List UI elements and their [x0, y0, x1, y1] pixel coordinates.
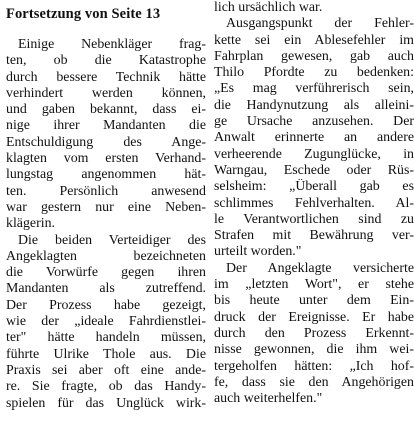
- text-line: le Verantwortlichen sind zu: [214, 211, 414, 227]
- text-line: die Handynutzung als alleini-: [214, 97, 414, 113]
- text-line: Ausgangspunkt der Fehler-: [226, 16, 414, 32]
- text-line: ten, ob die Katastrophe: [6, 53, 206, 69]
- text-line: bis heute unter dem Ein-: [214, 293, 414, 309]
- text-line: Fahrplan gewesen, gab auch: [214, 48, 414, 64]
- text-line: war gestern nur eine Neben-: [6, 199, 206, 215]
- text-line: urteilt worden.": [214, 244, 302, 260]
- text-line: „Es mag verführerisch sein,: [214, 81, 414, 97]
- text-line: Einige Nebenkläger frag-: [18, 37, 206, 52]
- text-line: und gaben bekannt, dass ei-: [6, 102, 206, 118]
- text-line: Strafen mit Bewährung ver-: [214, 228, 414, 244]
- text-line: führte Ulrike Thole aus. Die: [6, 346, 206, 362]
- text-line: klägerin.: [6, 216, 55, 232]
- text-line: nige ihrer Mandanten die: [6, 118, 206, 134]
- continuation-heading: Fortsetzung von Seite 13: [6, 6, 161, 22]
- text-line: fe, dass sie den Angehörigen: [214, 374, 414, 390]
- text-line: druck der Ereignisse. Er habe: [214, 309, 414, 325]
- text-line: auch weiterhelfen.": [214, 391, 323, 407]
- left-column-text: [6, 37, 206, 412]
- text-line: ten. Persönlich anwesend: [6, 183, 206, 199]
- text-line: lich ursächlich war.: [214, 0, 323, 15]
- text-line: verheerende Zugunglücke, in: [214, 146, 414, 162]
- article-column-right: [214, 0, 414, 407]
- text-line: Anwalt erinnerte an andere: [214, 130, 414, 146]
- text-line: Angeklagten bezeichneten: [6, 248, 206, 264]
- text-line: Mandanten als zutreffend.: [6, 281, 206, 297]
- text-line: ter" hätte handeln müssen,: [6, 330, 206, 346]
- text-line: kette sei ein Ablesefehler im: [214, 32, 414, 48]
- text-line: verhindert werden können,: [6, 85, 206, 101]
- text-line: die Vorwürfe gegen ihren: [6, 265, 206, 281]
- text-line: Die beiden Verteidiger des: [18, 232, 206, 248]
- text-line: Der Prozess habe gezeigt,: [6, 297, 206, 313]
- text-line: re. Sie fragte, ob das Handy-: [6, 379, 206, 395]
- text-line: durch den Prozess Erkennt-: [214, 325, 414, 341]
- text-line: Warngau, Eschede oder Rüs-: [214, 162, 414, 178]
- text-line: nisse gewonnen, die ihm wei-: [214, 342, 414, 358]
- text-line: klagten vom ersten Verhand-: [6, 151, 206, 167]
- right-column-text: [214, 0, 414, 407]
- text-line: selsheim: „Überall gab es: [214, 179, 414, 195]
- text-line: schlimmes Fehlverhalten. Al-: [214, 195, 414, 211]
- text-line: Der Angeklagte versicherte: [226, 260, 414, 276]
- text-line: durch bessere Technik hätte: [6, 69, 206, 85]
- text-line: spielen für das Unglück wirk-: [6, 395, 206, 411]
- text-line: Praxis sei aber oft eine ande-: [6, 362, 206, 378]
- text-line: wie der „ideale Fahrdienstlei-: [6, 314, 206, 330]
- text-line: Thilo Pfordte zu bedenken:: [214, 65, 414, 81]
- text-line: lungstag angenommen hät-: [6, 167, 206, 183]
- text-line: tergeholfen hätten: „Ich hof-: [214, 358, 414, 374]
- article-column-left: [6, 0, 206, 412]
- text-line: ge Ursache anzusehen. Der: [214, 114, 414, 130]
- text-line: im „letzten Wort", er stehe: [214, 277, 414, 293]
- text-line: Entschuldigung des Ange-: [6, 134, 206, 150]
